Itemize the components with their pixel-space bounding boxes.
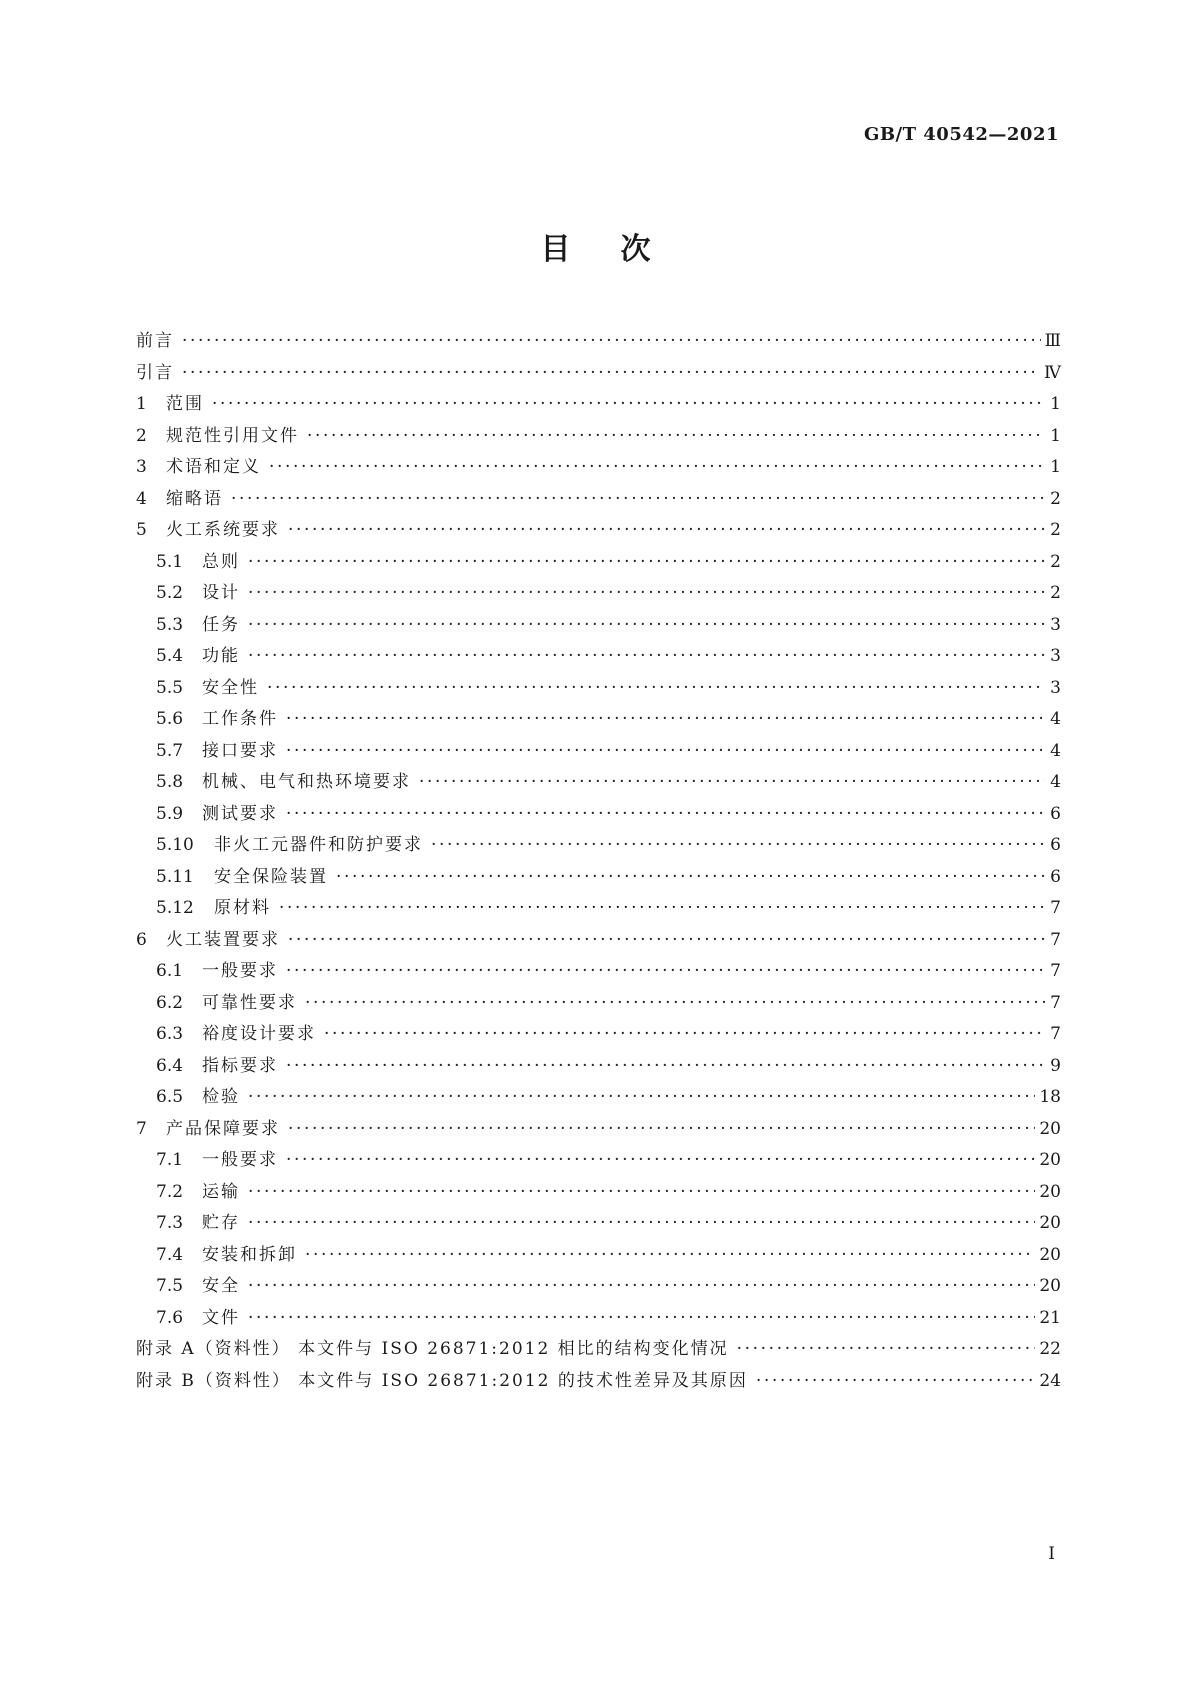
toc-entry-number: 7.3 [156, 1213, 184, 1233]
toc-entry-text: 安全 [202, 1276, 240, 1296]
toc-entry-page: 7 [1050, 929, 1061, 950]
toc-entry-text: 文件 [202, 1307, 240, 1328]
toc-entry-text: 附录 B（资料性） 本文件与 ISO 26871:2012 的技术性差异及其原因 [136, 1370, 748, 1391]
toc-entry-5-3[interactable] [136, 610, 1061, 642]
toc-entry-number: 2 [136, 425, 147, 446]
toc-entry-number: 7.5 [156, 1276, 184, 1296]
toc-entry-page: 3 [1050, 614, 1061, 635]
toc-entry-text: 安全性 [202, 677, 259, 698]
toc-dot-leader [288, 1114, 1035, 1146]
toc-entry-text: 运输 [202, 1181, 240, 1202]
toc-entry-text: 安装和拆卸 [202, 1244, 297, 1265]
toc-dot-leader [248, 1177, 1035, 1209]
toc-entry-page: 22 [1039, 1339, 1061, 1359]
toc-entry-number: 5.9 [156, 803, 184, 824]
toc-entry-number: 6 [136, 929, 147, 950]
toc-dot-leader [248, 1303, 1035, 1335]
toc-entry-number: 6.3 [156, 1024, 184, 1044]
toc-entry-4[interactable] [136, 484, 1061, 516]
toc-entry-7-4[interactable] [136, 1240, 1061, 1272]
toc-entry-5-9[interactable] [136, 799, 1061, 831]
toc-entry-number: 7.6 [156, 1307, 184, 1328]
toc-entry-text: 附录 A（资料性） 本文件与 ISO 26871:2012 相比的结构变化情况 [136, 1339, 729, 1359]
toc-dot-leader [182, 326, 1041, 358]
toc-entry-introduction[interactable] [136, 358, 1061, 390]
toc-dot-leader [307, 421, 1045, 453]
toc-entry-number: 7.1 [156, 1150, 184, 1170]
toc-entry-page: 1 [1050, 394, 1061, 414]
toc-entry-number: 5.3 [156, 614, 184, 635]
toc-entry-number: 6.4 [156, 1055, 184, 1076]
toc-dot-leader [288, 925, 1045, 957]
toc-entry-6-1[interactable] [136, 956, 1061, 988]
toc-entry-page: 6 [1050, 835, 1061, 855]
toc-dot-leader [419, 767, 1045, 799]
toc-entry-page: 21 [1039, 1307, 1061, 1328]
toc-entry-number: 6.1 [156, 961, 184, 981]
toc-dot-leader [305, 1240, 1035, 1272]
toc-entry-5-7[interactable] [136, 736, 1061, 768]
standard-code: GB/T 40542—2021 [863, 124, 1059, 145]
toc-entry-6-5[interactable] [136, 1082, 1061, 1114]
toc-entry-number: 5 [136, 520, 147, 540]
toc-entry-number: 5.1 [156, 551, 184, 572]
toc-dot-leader [288, 515, 1045, 547]
toc-entry-text: 工作条件 [202, 709, 278, 729]
toc-entry-number: 5.8 [156, 772, 184, 792]
toc-entry-appendix-b[interactable] [136, 1366, 1061, 1398]
toc-entry-text: 任务 [202, 614, 240, 635]
toc-entry-page: 20 [1039, 1244, 1061, 1265]
toc-dot-leader [324, 1019, 1045, 1051]
toc-dot-leader [431, 830, 1045, 862]
toc-entry-number: 7.2 [156, 1181, 184, 1202]
toc-entry-page: 3 [1050, 677, 1061, 698]
toc-entry-7[interactable] [136, 1114, 1061, 1146]
toc-entry-6-3[interactable] [136, 1019, 1061, 1051]
toc-dot-leader [286, 956, 1045, 988]
toc-dot-leader [248, 547, 1045, 579]
toc-dot-leader [267, 673, 1045, 705]
toc-entry-page: 6 [1050, 866, 1061, 887]
toc-dot-leader [756, 1366, 1035, 1398]
toc-entry-page: 20 [1039, 1150, 1061, 1170]
toc-entry-text: 原材料 [214, 898, 271, 918]
toc-entry-text: 非火工元器件和防护要求 [214, 835, 423, 855]
toc-entry-number: 6.2 [156, 992, 184, 1013]
toc-entry-text: 指标要求 [202, 1055, 278, 1076]
toc-entry-7-3[interactable] [136, 1208, 1061, 1240]
toc-dot-leader [286, 1145, 1035, 1177]
toc-entry-text: 接口要求 [202, 740, 278, 761]
toc-entry-page: 4 [1050, 772, 1061, 792]
toc-entry-text: 检验 [202, 1087, 240, 1107]
toc-entry-text: 产品保障要求 [166, 1118, 280, 1139]
toc-entry-number: 7.4 [156, 1244, 184, 1265]
toc-entry-5[interactable] [136, 515, 1061, 547]
toc-entry-5-2[interactable] [136, 578, 1061, 610]
toc-dot-leader [737, 1334, 1036, 1366]
toc-dot-leader [248, 578, 1045, 610]
toc-entry-text: 术语和定义 [166, 457, 261, 477]
toc-dot-leader [286, 704, 1045, 736]
toc-dot-leader [305, 988, 1045, 1020]
toc-entry-page: 3 [1050, 646, 1061, 666]
toc-entry-page: 2 [1050, 583, 1061, 603]
toc-entry-number: 6.5 [156, 1087, 184, 1107]
toc-entry-number: 1 [136, 394, 147, 414]
toc-entry-text: 一般要求 [202, 1150, 278, 1170]
toc-entry-number: 5.5 [156, 677, 184, 698]
toc-entry-text: 机械、电气和热环境要求 [202, 772, 411, 792]
toc-entry-page: 2 [1050, 551, 1061, 572]
toc-entry-page: 24 [1039, 1370, 1061, 1391]
toc-entry-number: 4 [136, 488, 147, 509]
toc-entry-number: 5.6 [156, 709, 184, 729]
toc-entry-page: 2 [1050, 520, 1061, 540]
toc-entry-text: 前言 [136, 331, 174, 351]
toc-entry-5-12[interactable] [136, 893, 1061, 925]
toc-dot-leader [231, 484, 1045, 516]
toc-entry-7-5[interactable] [136, 1271, 1061, 1303]
toc-entry-page: 18 [1039, 1087, 1061, 1107]
toc-entry-5-8[interactable] [136, 767, 1061, 799]
toc-entry-3[interactable] [136, 452, 1061, 484]
toc-entry-page: 20 [1039, 1118, 1061, 1139]
toc-dot-leader [212, 389, 1045, 421]
toc-entry-6-2[interactable] [136, 988, 1061, 1020]
toc-entry-page: 4 [1050, 709, 1061, 729]
toc-entry-5-1[interactable] [136, 547, 1061, 579]
toc-entry-number: 5.2 [156, 583, 184, 603]
toc-dot-leader [286, 736, 1045, 768]
toc-entry-text: 缩略语 [166, 488, 223, 509]
toc-entry-page: 20 [1039, 1276, 1061, 1296]
toc-entry-page: 20 [1039, 1213, 1061, 1233]
toc-entry-text: 规范性引用文件 [166, 425, 299, 446]
toc-entry-5-10[interactable] [136, 830, 1061, 862]
toc-entry-page: 20 [1039, 1181, 1061, 1202]
page-title: 目次 [540, 232, 701, 267]
toc-entry-text: 范围 [166, 394, 204, 414]
toc-entry-5-5[interactable] [136, 673, 1061, 705]
toc-dot-leader [286, 1051, 1045, 1083]
toc-entry-number: 5.11 [156, 866, 194, 887]
toc-dot-leader [248, 1208, 1035, 1240]
toc-entry-text: 贮存 [202, 1213, 240, 1233]
toc-entry-page: 7 [1050, 992, 1061, 1013]
toc-entry-page: Ⅳ [1044, 362, 1061, 383]
toc-entry-page: 4 [1050, 740, 1061, 761]
toc-entry-2[interactable] [136, 421, 1061, 453]
toc-dot-leader [248, 1271, 1035, 1303]
toc-entry-6-4[interactable] [136, 1051, 1061, 1083]
toc-entry-text: 可靠性要求 [202, 992, 297, 1013]
toc-entry-text: 裕度设计要求 [202, 1024, 316, 1044]
toc-dot-leader [279, 893, 1045, 925]
toc-dot-leader [248, 1082, 1035, 1114]
toc-dot-leader [336, 862, 1045, 894]
toc-entry-6[interactable] [136, 925, 1061, 957]
toc-entry-page: 6 [1050, 803, 1061, 824]
toc-entry-5-6[interactable] [136, 704, 1061, 736]
toc-entry-text: 设计 [202, 583, 240, 603]
toc-entry-7-1[interactable] [136, 1145, 1061, 1177]
toc-entry-number: 3 [136, 457, 147, 477]
table-of-contents [136, 326, 1061, 1397]
toc-entry-1[interactable] [136, 389, 1061, 421]
toc-entry-7-2[interactable] [136, 1177, 1061, 1209]
toc-entry-page: 9 [1050, 1055, 1061, 1076]
toc-dot-leader [286, 799, 1045, 831]
toc-entry-number: 7 [136, 1118, 147, 1139]
toc-entry-appendix-a[interactable] [136, 1334, 1061, 1366]
toc-dot-leader [248, 641, 1045, 673]
toc-entry-page: 7 [1050, 961, 1061, 981]
toc-entry-text: 引言 [136, 362, 174, 383]
toc-entry-text: 总则 [202, 551, 240, 572]
toc-entry-number: 5.7 [156, 740, 184, 761]
toc-entry-text: 火工装置要求 [166, 929, 280, 950]
toc-entry-foreword[interactable] [136, 326, 1061, 358]
toc-entry-number: 5.12 [156, 898, 194, 918]
toc-entry-page: 1 [1050, 457, 1061, 477]
toc-entry-page: 2 [1050, 488, 1061, 509]
toc-entry-page: Ⅲ [1044, 331, 1061, 351]
toc-entry-number: 5.10 [156, 835, 194, 855]
page-number: I [1048, 1544, 1055, 1564]
toc-entry-page: 7 [1050, 1024, 1061, 1044]
toc-entry-text: 安全保险装置 [214, 866, 328, 887]
toc-entry-text: 一般要求 [202, 961, 278, 981]
toc-entry-page: 1 [1050, 425, 1061, 446]
toc-dot-leader [269, 452, 1045, 484]
toc-entry-5-11[interactable] [136, 862, 1061, 894]
toc-entry-number: 5.4 [156, 646, 184, 666]
toc-entry-5-4[interactable] [136, 641, 1061, 673]
toc-entry-text: 测试要求 [202, 803, 278, 824]
toc-dot-leader [182, 358, 1040, 390]
toc-dot-leader [248, 610, 1045, 642]
toc-entry-text: 功能 [202, 646, 240, 666]
toc-entry-page: 7 [1050, 898, 1061, 918]
toc-entry-text: 火工系统要求 [166, 520, 280, 540]
toc-entry-7-6[interactable] [136, 1303, 1061, 1335]
